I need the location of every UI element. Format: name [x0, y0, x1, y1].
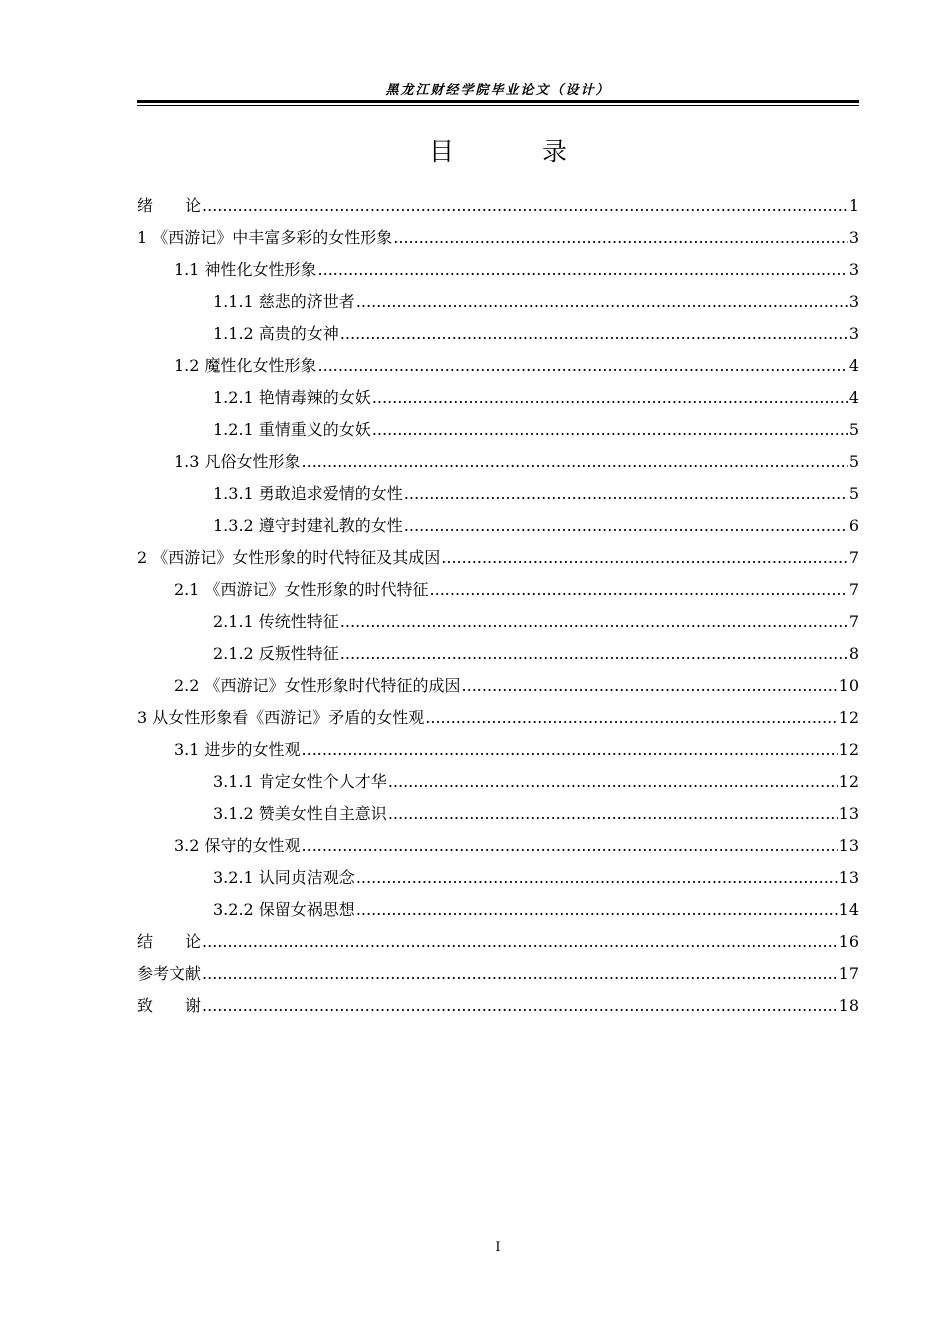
toc-dot-leader: [340, 606, 848, 638]
toc-entry[interactable]: [137, 798, 859, 830]
toc-title: 目 录: [429, 137, 607, 166]
toc-entry-label: 2 《西游记》女性形象的时代特征及其成因: [137, 548, 441, 567]
toc-entry-page: 18: [838, 996, 859, 1015]
toc-entry-page: 12: [838, 740, 859, 759]
toc-entry-label: 绪 论: [137, 196, 202, 215]
toc-dot-leader: [318, 254, 848, 286]
toc-entry-label: 1.1 神性化女性形象: [174, 260, 317, 279]
toc-entry-page: 3: [848, 292, 859, 311]
toc-entry[interactable]: [137, 606, 859, 638]
toc-entry[interactable]: [137, 318, 859, 350]
toc-entry[interactable]: [137, 190, 859, 222]
toc-entry-page: 7: [848, 580, 859, 599]
toc-entry-label: 2.2 《西游记》女性形象时代特征的成因: [174, 676, 461, 695]
toc-entry-page: 8: [848, 644, 859, 663]
toc-dot-leader: [404, 478, 848, 510]
toc-entry-label: 2.1.1 传统性特征: [213, 612, 339, 631]
toc-entry-label: 1.3 凡俗女性形象: [174, 452, 301, 471]
toc-dot-leader: [340, 318, 848, 350]
header-rule-thick: [137, 100, 859, 103]
toc-entry-label: 3.1.1 肯定女性个人才华: [213, 772, 387, 791]
toc-dot-leader: [404, 510, 848, 542]
running-header: 黑龙江财经学院毕业论文（设计）: [385, 83, 611, 98]
toc-dot-leader: [202, 990, 838, 1022]
toc-entry[interactable]: [137, 286, 859, 318]
toc-list: [137, 190, 859, 1022]
toc-entry-page: 5: [848, 484, 859, 503]
toc-entry-label: 1.1.1 慈悲的济世者: [213, 292, 355, 311]
toc-entry-page: 13: [838, 868, 859, 887]
toc-dot-leader: [430, 574, 848, 606]
toc-entry-page: 5: [848, 452, 859, 471]
toc-entry-label: 1.2 魔性化女性形象: [174, 356, 317, 375]
toc-entry-page: 12: [838, 772, 859, 791]
toc-entry[interactable]: [137, 766, 859, 798]
toc-entry-page: 3: [848, 228, 859, 247]
toc-entry-label: 1.2.1 重情重义的女妖: [213, 420, 371, 439]
toc-dot-leader: [318, 350, 848, 382]
toc-entry-label: 1.3.1 勇敢追求爱情的女性: [213, 484, 403, 503]
toc-entry-label: 3.2.2 保留女祸思想: [213, 900, 355, 919]
toc-dot-leader: [356, 286, 848, 318]
toc-entry[interactable]: [137, 350, 859, 382]
toc-entry-page: 4: [848, 356, 859, 375]
toc-dot-leader: [372, 414, 848, 446]
toc-dot-leader: [302, 830, 838, 862]
toc-entry[interactable]: [137, 670, 859, 702]
toc-entry[interactable]: [137, 734, 859, 766]
toc-dot-leader: [356, 894, 838, 926]
toc-entry-label: 1 《西游记》中丰富多彩的女性形象: [137, 228, 393, 247]
toc-entry[interactable]: [137, 222, 859, 254]
toc-entry-page: 7: [848, 612, 859, 631]
toc-dot-leader: [462, 670, 838, 702]
toc-entry-label: 3.2 保守的女性观: [174, 836, 301, 855]
toc-entry-label: 1.3.2 遵守封建礼教的女性: [213, 516, 403, 535]
toc-dot-leader: [340, 638, 848, 670]
toc-entry-label: 3 从女性形象看《西游记》矛盾的女性观: [137, 708, 425, 727]
toc-entry-label: 致 谢: [137, 996, 202, 1015]
toc-entry[interactable]: [137, 862, 859, 894]
toc-entry[interactable]: [137, 958, 859, 990]
toc-entry-page: 3: [848, 324, 859, 343]
toc-entry[interactable]: [137, 574, 859, 606]
toc-entry-page: 5: [848, 420, 859, 439]
toc-entry-page: 1: [848, 196, 859, 215]
toc-entry[interactable]: [137, 638, 859, 670]
toc-entry[interactable]: [137, 926, 859, 958]
toc-dot-leader: [372, 382, 848, 414]
toc-entry-page: 17: [838, 964, 859, 983]
toc-entry-page: 4: [848, 388, 859, 407]
toc-entry[interactable]: [137, 382, 859, 414]
toc-entry-page: 16: [838, 932, 859, 951]
toc-dot-leader: [302, 734, 838, 766]
toc-dot-leader: [356, 862, 838, 894]
page-number: I: [495, 1240, 501, 1255]
toc-entry[interactable]: [137, 990, 859, 1022]
toc-entry-page: 6: [848, 516, 859, 535]
toc-entry-label: 3.1.2 赞美女性自主意识: [213, 804, 387, 823]
toc-entry-label: 3.2.1 认同贞洁观念: [213, 868, 355, 887]
toc-entry-label: 参考文献: [137, 964, 202, 983]
toc-dot-leader: [441, 542, 848, 574]
toc-entry-page: 7: [848, 548, 859, 567]
toc-dot-leader: [393, 222, 848, 254]
toc-dot-leader: [388, 798, 838, 830]
toc-dot-leader: [202, 926, 838, 958]
toc-entry-page: 14: [838, 900, 859, 919]
toc-entry-label: 1.1.2 高贵的女神: [213, 324, 339, 343]
toc-dot-leader: [388, 766, 838, 798]
toc-dot-leader: [202, 190, 848, 222]
toc-entry-label: 2.1.2 反叛性特征: [213, 644, 339, 663]
toc-entry[interactable]: [137, 254, 859, 286]
toc-entry-page: 3: [848, 260, 859, 279]
header-rule-thin: [137, 105, 859, 106]
toc-entry[interactable]: [137, 510, 859, 542]
toc-entry[interactable]: [137, 702, 859, 734]
toc-entry-label: 结 论: [137, 932, 202, 951]
toc-entry-label: 3.1 进步的女性观: [174, 740, 301, 759]
toc-entry-label: 1.2.1 艳情毒辣的女妖: [213, 388, 371, 407]
toc-dot-leader: [425, 702, 837, 734]
toc-entry-page: 10: [838, 676, 859, 695]
toc-entry[interactable]: [137, 830, 859, 862]
toc-entry-page: 13: [838, 836, 859, 855]
toc-entry[interactable]: [137, 478, 859, 510]
toc-entry[interactable]: [137, 894, 859, 926]
toc-dot-leader: [302, 446, 848, 478]
toc-dot-leader: [202, 958, 838, 990]
toc-entry[interactable]: [137, 542, 859, 574]
toc-entry-page: 12: [838, 708, 859, 727]
toc-entry-label: 2.1 《西游记》女性形象的时代特征: [174, 580, 429, 599]
toc-entry-page: 13: [838, 804, 859, 823]
toc-entry[interactable]: [137, 414, 859, 446]
toc-entry[interactable]: [137, 446, 859, 478]
